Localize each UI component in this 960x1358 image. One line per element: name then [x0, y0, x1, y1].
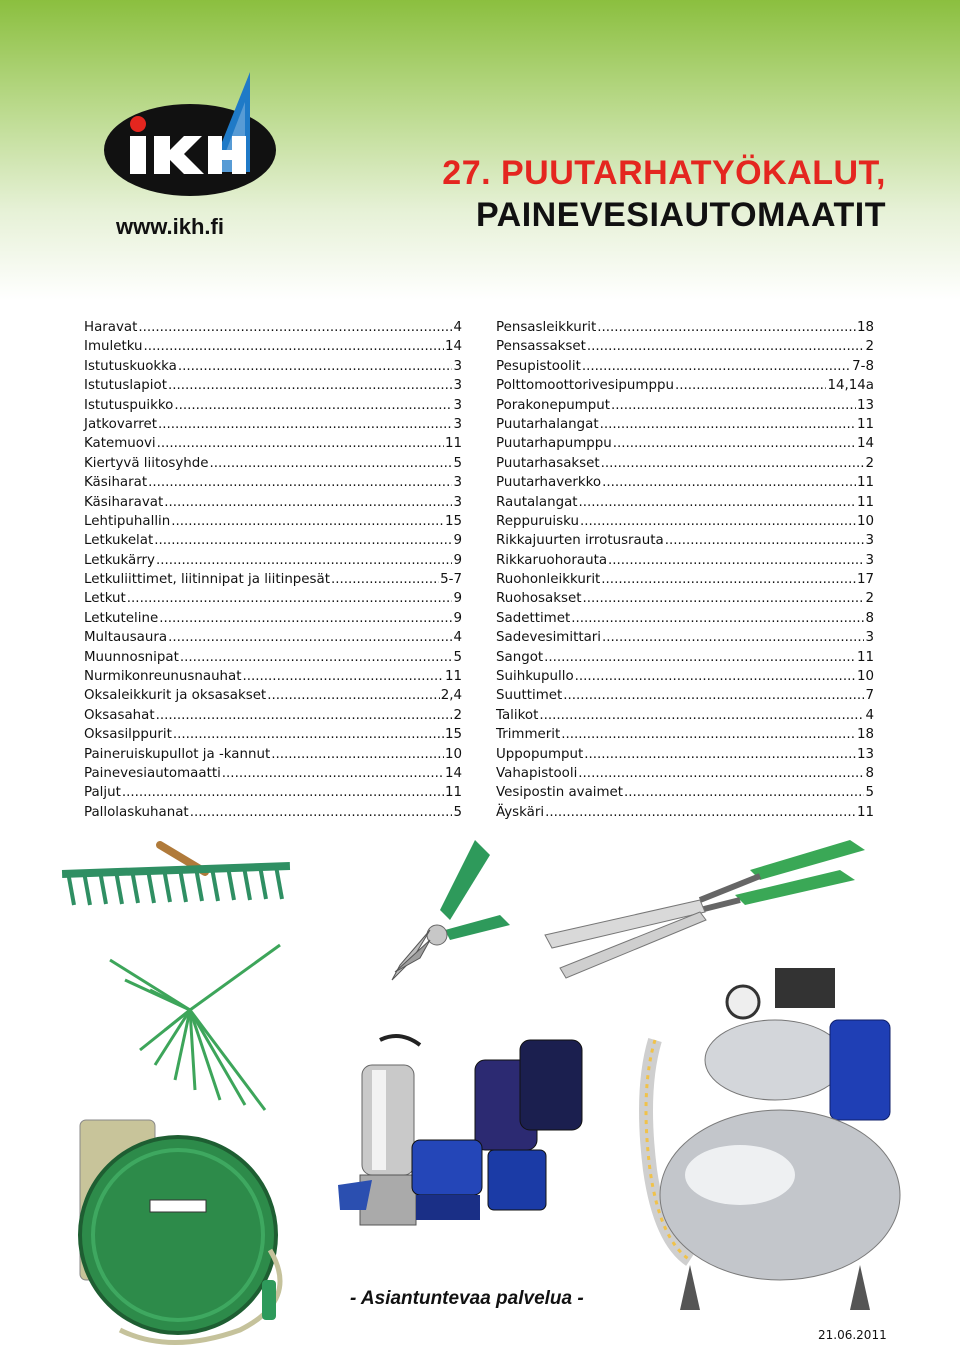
- index-page-number: 4: [453, 320, 462, 335]
- index-item-name: Letkukärry: [84, 552, 155, 568]
- index-row: [84, 706, 462, 725]
- index-leader-dots: [578, 764, 864, 783]
- index-row: [84, 783, 462, 802]
- index-item-name: Oksasilppurit: [84, 727, 172, 743]
- index-leader-dots: [587, 337, 865, 356]
- leaf-rake-icon: [110, 945, 280, 1110]
- index-item-name: Porakonepumput: [496, 397, 610, 413]
- ikh-logo: [100, 72, 290, 202]
- index-page-number: 9: [453, 591, 462, 607]
- index-leader-dots: [608, 551, 864, 570]
- index-item-name: Lehtipuhallin: [84, 513, 171, 529]
- index-row: [84, 531, 462, 550]
- index-leader-dots: [158, 415, 452, 434]
- index-row: [496, 570, 874, 589]
- index-leader-dots: [168, 376, 453, 395]
- index-item-name: Nurmikonreunusnauhat: [84, 669, 242, 685]
- index-item-name: Muunnosnipat: [84, 649, 179, 665]
- index-row: [84, 434, 462, 453]
- index-item-name: Letkuteline: [84, 610, 159, 626]
- index-item-name: Suuttimet: [496, 688, 563, 704]
- index-page-number: 5: [453, 455, 462, 471]
- index-item-name: Kiertyvä liitosyhde: [84, 455, 209, 471]
- index-item-name: Istutuspuikko: [84, 397, 174, 413]
- index-item-name: Sangot: [496, 649, 544, 665]
- index-leader-dots: [243, 667, 444, 686]
- index-leader-dots: [539, 706, 864, 725]
- product-illustrations: [0, 830, 960, 1358]
- index-item-name: Imuletku: [84, 339, 143, 355]
- index-row: [84, 473, 462, 492]
- index-row: [84, 745, 462, 764]
- index-item-name: Sadettimet: [496, 610, 571, 626]
- index-item-name: Jatkovarret: [84, 416, 157, 432]
- index-leader-dots: [582, 589, 864, 608]
- index-leader-dots: [271, 745, 444, 764]
- index-row: [496, 493, 874, 512]
- index-row: [84, 648, 462, 667]
- index-row: [84, 764, 462, 783]
- index-item-name: Painevesiautomaatti: [84, 765, 221, 781]
- index-page-number: 13: [856, 746, 874, 762]
- index-row: [496, 454, 874, 473]
- index-leader-dots: [580, 512, 856, 531]
- hedge-shears-icon: [545, 840, 865, 978]
- index-page-number: 3: [453, 416, 462, 432]
- index-item-name: Puutarhalangat: [496, 416, 599, 432]
- index-row: [496, 648, 874, 667]
- site-url[interactable]: www.ikh.fi: [116, 214, 224, 239]
- index-page-number: 14: [444, 765, 462, 781]
- index-leader-dots: [613, 434, 856, 453]
- index-leader-dots: [174, 396, 452, 415]
- index-item-name: Letkuliittimet, liitinnipat ja liitinpesät: [84, 572, 330, 588]
- index-page-number: 9: [453, 610, 462, 626]
- index-page-number: 14: [444, 339, 462, 355]
- index-page-number: 11: [444, 785, 462, 801]
- index-leader-dots: [584, 745, 856, 764]
- index-leader-dots: [544, 648, 856, 667]
- index-leader-dots: [154, 531, 452, 550]
- index-right-column: [496, 318, 874, 822]
- index-item-name: Suihkupullo: [496, 669, 574, 685]
- index-row: [496, 396, 874, 415]
- index-leader-dots: [571, 609, 864, 628]
- index-page-number: 2: [865, 591, 874, 607]
- index-item-name: Istutuslapiot: [84, 378, 167, 394]
- index-leader-dots: [601, 570, 856, 589]
- hose-reel-icon: [80, 1120, 280, 1343]
- index-page-number: 10: [444, 746, 462, 762]
- slogan: - Asiantuntevaa palvelua -: [350, 1288, 584, 1309]
- index-row: [84, 570, 462, 589]
- index-leader-dots: [579, 493, 856, 512]
- index-leader-dots: [561, 725, 856, 744]
- index-leader-dots: [156, 706, 453, 725]
- index-leader-dots: [597, 318, 856, 337]
- index-row: [84, 357, 462, 376]
- pressure-water-pump-icon: [646, 968, 900, 1310]
- index-page-number: 3: [453, 475, 462, 491]
- index-page-number: 9: [453, 533, 462, 549]
- submersible-pump-icon: [338, 1036, 582, 1225]
- index-leader-dots: [159, 609, 452, 628]
- index-leader-dots: [180, 648, 453, 667]
- index-row: [496, 473, 874, 492]
- index-page-number: 2: [865, 339, 874, 355]
- index-page-number: 4: [865, 707, 874, 723]
- index-leader-dots: [157, 434, 444, 453]
- index-leader-dots: [148, 473, 452, 492]
- index-row: [496, 706, 874, 725]
- index-page-number: 14,14a: [827, 378, 874, 394]
- index-item-name: Pallolaskuhanat: [84, 804, 189, 820]
- index-page-number: 3: [453, 378, 462, 394]
- index-page-number: 3: [453, 494, 462, 510]
- index-item-name: Haravat: [84, 320, 138, 335]
- title-line-2: PAINEVESIAUTOMAATIT: [476, 196, 886, 234]
- index-row: [496, 686, 874, 705]
- index-page-number: 11: [444, 669, 462, 685]
- index-row: [496, 803, 874, 822]
- index-leader-dots: [600, 415, 856, 434]
- index-row: [84, 667, 462, 686]
- index-item-name: Letkut: [84, 591, 126, 607]
- index-page-number: 2: [865, 455, 874, 471]
- index-row: [84, 376, 462, 395]
- index-leader-dots: [624, 783, 864, 802]
- index-item-name: Pensasleikkurit: [496, 320, 597, 335]
- index-leader-dots: [178, 357, 453, 376]
- index-leader-dots: [168, 628, 452, 647]
- index-row: [84, 512, 462, 531]
- index-page-number: 11: [856, 649, 874, 665]
- index-item-name: Puutarhapumppu: [496, 436, 612, 452]
- index-row: [496, 551, 874, 570]
- index-item-name: Polttomoottorivesipumppu: [496, 378, 674, 394]
- index-leader-dots: [210, 454, 453, 473]
- index-page-number: 3: [453, 397, 462, 413]
- rake-icon: [62, 845, 290, 905]
- index-item-name: Vahapistooli: [496, 765, 578, 781]
- index-row: [496, 376, 874, 395]
- index-item-name: Puutarhaverkko: [496, 475, 602, 491]
- index-row: [84, 454, 462, 473]
- index-item-name: Katemuovi: [84, 436, 156, 452]
- index-item-name: Oksaleikkurit ja oksasakset: [84, 688, 267, 704]
- index-row: [496, 745, 874, 764]
- index-leader-dots: [545, 803, 856, 822]
- index-row: [84, 725, 462, 744]
- pruning-shears-icon: [392, 840, 510, 980]
- index-page-number: 3: [453, 358, 462, 374]
- index-page-number: 15: [444, 513, 462, 529]
- index-item-name: Istutuskuokka: [84, 358, 177, 374]
- index-item-name: Uppopumput: [496, 746, 584, 762]
- index-leader-dots: [665, 531, 865, 550]
- index-page-number: 10: [856, 669, 874, 685]
- index-page-number: 5: [865, 785, 874, 801]
- index-item-name: Ruohosakset: [496, 591, 582, 607]
- index-row: [84, 628, 462, 647]
- index-item-name: Käsiharat: [84, 475, 148, 491]
- index-page-number: 9: [453, 552, 462, 568]
- index-row: [496, 531, 874, 550]
- index-item-name: Paineruiskupullot ja -kannut: [84, 746, 271, 762]
- index-item-name: Käsiharavat: [84, 494, 164, 510]
- index-row: [496, 318, 874, 337]
- index-item-name: Sadevesimittari: [496, 630, 602, 646]
- index-leader-dots: [190, 803, 453, 822]
- index-leader-dots: [222, 764, 444, 783]
- index-page-number: 18: [856, 320, 874, 335]
- index-item-name: Rikkaruohorauta: [496, 552, 608, 568]
- index-leader-dots: [164, 493, 452, 512]
- index-row: [84, 803, 462, 822]
- index-left-column: [84, 318, 462, 822]
- index-item-name: Rautalangat: [496, 494, 578, 510]
- index-row: [84, 493, 462, 512]
- index-item-name: Puutarhasakset: [496, 455, 600, 471]
- index-page-number: 5: [453, 649, 462, 665]
- index-row: [84, 415, 462, 434]
- index-row: [496, 609, 874, 628]
- index-row: [496, 434, 874, 453]
- index-page-number: 11: [856, 416, 874, 432]
- index-leader-dots: [611, 396, 856, 415]
- index-leader-dots: [582, 357, 851, 376]
- index-page-number: 5: [453, 804, 462, 820]
- index-row: [496, 725, 874, 744]
- index-page-number: 2: [453, 707, 462, 723]
- index-page-number: 17: [856, 572, 874, 588]
- index-page-number: 5-7: [440, 572, 462, 588]
- index-page-number: 7: [865, 688, 874, 704]
- index-item-name: Pensassakset: [496, 339, 586, 355]
- index-row: [496, 667, 874, 686]
- index-page-number: 18: [856, 727, 874, 743]
- index-leader-dots: [602, 628, 864, 647]
- index-row: [84, 609, 462, 628]
- index-leader-dots: [675, 376, 827, 395]
- index-leader-dots: [127, 589, 453, 608]
- index-leader-dots: [122, 783, 444, 802]
- index-page-number: 11: [856, 804, 874, 820]
- index-page-number: 10: [856, 513, 874, 529]
- page-title: [300, 152, 886, 236]
- title-line-1: 27. PUUTARHATYÖKALUT,: [442, 154, 886, 192]
- index-page-number: 11: [856, 475, 874, 491]
- index-row: [84, 686, 462, 705]
- index-leader-dots: [601, 454, 865, 473]
- index-item-name: Äyskäri: [496, 804, 545, 820]
- index-row: [84, 337, 462, 356]
- index-row: [84, 589, 462, 608]
- index-item-name: Multausaura: [84, 630, 168, 646]
- index-item-name: Rikkajuurten irrotusrauta: [496, 533, 664, 549]
- publication-date: 21.06.2011: [818, 1328, 887, 1342]
- index-item-name: Trimmerit: [496, 727, 561, 743]
- index-item-name: Pesupistoolit: [496, 358, 581, 374]
- index-page-number: 2,4: [440, 688, 462, 704]
- index-leader-dots: [171, 512, 444, 531]
- index-page-number: 11: [444, 436, 462, 452]
- index-leader-dots: [602, 473, 856, 492]
- index-item-name: Talikot: [496, 707, 539, 723]
- index-leader-dots: [144, 337, 444, 356]
- index-page-number: 11: [856, 494, 874, 510]
- index-page-number: 4: [453, 630, 462, 646]
- index-page-number: 8: [865, 765, 874, 781]
- index-item-name: Ruohonleikkurit: [496, 572, 601, 588]
- index-row: [496, 628, 874, 647]
- index-leader-dots: [331, 570, 439, 589]
- index-page-number: 3: [865, 630, 874, 646]
- index-page-number: 15: [444, 727, 462, 743]
- index-page-number: 8: [865, 610, 874, 626]
- index-leader-dots: [267, 686, 440, 705]
- index-leader-dots: [173, 725, 444, 744]
- index-leader-dots: [156, 551, 453, 570]
- index-row: [496, 783, 874, 802]
- index-leader-dots: [563, 686, 864, 705]
- index-row: [496, 357, 874, 376]
- index-row: [84, 318, 462, 337]
- index-row: [84, 551, 462, 570]
- index-row: [496, 337, 874, 356]
- index-page-number: 7-8: [852, 358, 874, 374]
- index-leader-dots: [138, 318, 452, 337]
- index-row: [496, 589, 874, 608]
- index-item-name: Oksasahat: [84, 707, 155, 723]
- index-row: [496, 764, 874, 783]
- index-leader-dots: [575, 667, 856, 686]
- index-item-name: Paljut: [84, 785, 121, 801]
- index-item-name: Letkukelat: [84, 533, 154, 549]
- index-page-number: 3: [865, 552, 874, 568]
- index-row: [496, 415, 874, 434]
- index-item-name: Reppuruisku: [496, 513, 579, 529]
- index-row: [84, 396, 462, 415]
- index-page-number: 3: [865, 533, 874, 549]
- index-item-name: Vesipostin avaimet: [496, 785, 624, 801]
- index-page-number: 14: [856, 436, 874, 452]
- index-page-number: 13: [856, 397, 874, 413]
- index-row: [496, 512, 874, 531]
